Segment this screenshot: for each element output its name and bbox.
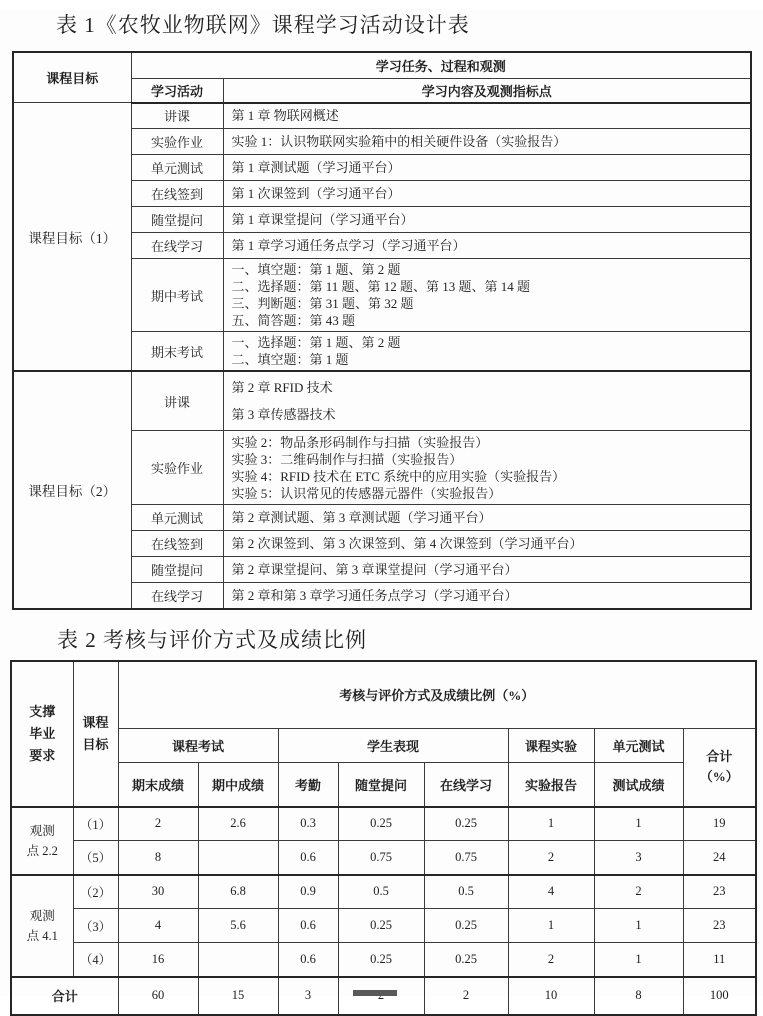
t2-col-midterm: 期中成绩: [198, 763, 278, 807]
t2-col-attendance: 考勤: [278, 763, 338, 807]
value-cell: 0.25: [338, 807, 424, 841]
support-point-cell: [11, 875, 73, 977]
t1-goal2-cell: 课程目标（2）: [13, 371, 131, 609]
t2-group-unittest: 单元测试: [594, 729, 683, 763]
content-line: 实验 5：认识常见的传感器元器件（实验报告）: [231, 485, 502, 501]
content-line: 第 2 次课签到、第 3 次课签到、第 4 次课签到（学习通平台）: [231, 536, 583, 551]
value-cell: 2: [594, 875, 683, 909]
header-line: （%）: [699, 769, 739, 785]
t2-col-final: 期末成绩: [118, 763, 198, 807]
table-row: [13, 103, 751, 129]
table-row: [11, 943, 756, 977]
table1-title: 表 1《农牧业物联网》课程学习活动设计表: [56, 13, 470, 37]
header-line: 合计: [706, 749, 733, 765]
content-line: 第 2 章 RFID 技术: [231, 380, 333, 395]
t1-header-content: 学习内容及观测指标点: [223, 78, 751, 103]
t1-header-activity: 学习活动: [131, 78, 223, 103]
goal-cell: （5）: [73, 841, 118, 875]
total-label-cell: 合计: [11, 977, 118, 1015]
value-cell: 10: [508, 977, 594, 1015]
value-cell: 0.25: [338, 943, 424, 977]
support-line: 点 4.1: [26, 928, 58, 943]
activity-cell: 讲课: [131, 371, 223, 431]
content-line: 实验 2：物品条形码制作与扫描（实验报告）: [231, 434, 489, 450]
value-cell: 60: [118, 977, 198, 1015]
value-cell: 0.75: [338, 841, 424, 875]
activity-cell: 单元测试: [131, 505, 223, 531]
value-cell: 2: [508, 841, 594, 875]
goal-cell: （1）: [73, 807, 118, 841]
t2-col-labreport: 实验报告: [508, 763, 594, 807]
content-cell: [223, 431, 751, 505]
t2-header-support: [11, 661, 73, 807]
content-line: 第 1 章课堂提问（学习通平台）: [231, 212, 414, 227]
value-cell: 0.25: [424, 943, 508, 977]
value-cell: 0.6: [278, 909, 338, 943]
content-line: 第 1 章测试题（学习通平台）: [231, 160, 401, 175]
activity-cell: 实验作业: [131, 129, 223, 155]
value-cell: 0.25: [338, 909, 424, 943]
t2-header-goal: [73, 661, 118, 807]
value-cell: 0.25: [424, 807, 508, 841]
goal-cell: （4）: [73, 943, 118, 977]
value-cell: 1: [594, 943, 683, 977]
value-cell: [198, 943, 278, 977]
t2-group-exam: 课程考试: [118, 729, 278, 763]
activity-cell: 随堂提问: [131, 557, 223, 583]
value-cell: 3: [278, 977, 338, 1015]
value-cell: 11: [683, 943, 756, 977]
t1-header-goal: 课程目标: [13, 52, 131, 103]
value-cell: 0.6: [278, 943, 338, 977]
content-cell: [223, 207, 751, 233]
t1-goal1-cell: 课程目标（1）: [13, 103, 131, 372]
activity-cell: 期末考试: [131, 332, 223, 372]
value-cell: 100: [683, 977, 756, 1015]
content-cell: [223, 531, 751, 557]
content-line: 三、判断题：第 31 题、第 32 题: [231, 296, 414, 311]
activity-cell: 期中考试: [131, 259, 223, 332]
scanned-document-page: [0, 9, 763, 1004]
t1-header-top: 学习任务、过程和观测: [131, 52, 751, 78]
value-cell: 2: [508, 943, 594, 977]
support-line: 观测: [29, 908, 55, 923]
table2-title: 表 2 考核与评价方式及成绩比例: [57, 627, 367, 652]
content-line: 第 1 章 物联网概述: [231, 108, 339, 124]
value-cell: 0.6: [278, 841, 338, 875]
value-cell: 19: [683, 807, 756, 841]
content-cell: [223, 557, 751, 583]
value-cell: 2.6: [198, 807, 278, 841]
value-cell: 1: [508, 807, 594, 841]
value-cell: 8: [118, 841, 198, 875]
activity-cell: 在线签到: [131, 181, 223, 207]
table-row: [11, 909, 756, 943]
content-cell: [223, 129, 751, 155]
activity-cell: 在线学习: [131, 583, 223, 609]
value-cell: 30: [118, 875, 198, 909]
content-cell: [223, 505, 751, 531]
value-cell: 6.8: [198, 875, 278, 909]
value-cell: 0.75: [424, 841, 508, 875]
value-cell: 5.6: [198, 909, 278, 943]
header-line: 目标: [82, 736, 109, 752]
table-row: [11, 841, 756, 875]
scan-artifact-mark: [353, 990, 397, 996]
value-cell: [198, 841, 278, 875]
content-cell: [223, 181, 751, 207]
table-row: [11, 807, 756, 841]
support-point-cell: [11, 807, 73, 875]
value-cell: 23: [683, 909, 756, 943]
value-cell: 15: [198, 977, 278, 1015]
content-line: 一、选择题：第 1 题、第 2 题: [231, 335, 401, 350]
learning-activity-table: [12, 51, 752, 610]
activity-cell: 随堂提问: [131, 207, 223, 233]
activity-cell: 在线学习: [131, 233, 223, 259]
content-cell: [223, 332, 751, 372]
content-cell: [223, 583, 751, 609]
content-cell: [223, 233, 751, 259]
content-line: 二、填空题：第 1 题: [231, 352, 349, 367]
value-cell: 4: [508, 875, 594, 909]
activity-cell: 单元测试: [131, 155, 223, 181]
table-row: [13, 371, 751, 431]
value-cell: 0.9: [278, 875, 338, 909]
value-cell: 8: [594, 977, 683, 1015]
content-cell: [223, 155, 751, 181]
activity-cell: 在线签到: [131, 531, 223, 557]
value-cell: 1: [508, 909, 594, 943]
content-line: 第 2 章和第 3 章学习通任务点学习（学习通平台）: [231, 587, 518, 603]
t2-header-top: 考核与评价方式及成绩比例（%）: [118, 661, 756, 729]
content-cell: [223, 371, 751, 431]
activity-cell: 实验作业: [131, 431, 223, 505]
value-cell: 1: [594, 807, 683, 841]
value-cell: 23: [683, 875, 756, 909]
t2-group-performance: 学生表现: [278, 729, 508, 763]
content-cell: [223, 103, 751, 129]
content-line: 二、选择题：第 11 题、第 12 题、第 13 题、第 14 题: [231, 279, 531, 294]
value-cell: 2: [424, 977, 508, 1015]
table-row: [11, 875, 756, 909]
content-line: 第 2 章测试题、第 3 章测试题（学习通平台）: [231, 510, 492, 525]
header-line: 毕业: [29, 725, 56, 741]
assessment-table: [10, 660, 757, 1016]
goal-cell: （2）: [73, 875, 118, 909]
content-line: 一、填空题：第 1 题、第 2 题: [231, 262, 401, 277]
content-line: 五、简答题：第 43 题: [231, 313, 356, 328]
t2-group-experiment: 课程实验: [508, 729, 594, 763]
content-cell: [223, 259, 751, 332]
header-line: 课程: [82, 714, 109, 730]
value-cell: 0.25: [424, 909, 508, 943]
header-line: 支撑: [29, 703, 56, 719]
value-cell: 1: [594, 909, 683, 943]
t2-col-online: 在线学习: [424, 763, 508, 807]
value-cell: 0.3: [278, 807, 338, 841]
goal-cell: （3）: [73, 909, 118, 943]
content-line: 第 1 次课签到（学习通平台）: [231, 186, 401, 201]
content-line: 第 2 章课堂提问、第 3 章课堂提问（学习通平台）: [231, 562, 518, 577]
support-line: 点 2.2: [26, 843, 58, 858]
support-line: 观测: [29, 823, 55, 838]
activity-cell: 讲课: [131, 103, 223, 129]
value-cell: 0.5: [424, 875, 508, 909]
t2-col-testscore: 测试成绩: [594, 763, 683, 807]
value-cell: 24: [683, 841, 756, 875]
value-cell: 16: [118, 943, 198, 977]
content-line: 实验 4：RFID 技术在 ETC 系统中的应用实验（实验报告）: [231, 468, 566, 484]
value-cell: 0.5: [338, 875, 424, 909]
t2-header-total: [683, 729, 756, 807]
value-cell: 3: [594, 841, 683, 875]
value-cell: 4: [118, 909, 198, 943]
content-line: 第 1 章学习通任务点学习（学习通平台）: [231, 238, 466, 253]
content-line: 实验 3：二维码制作与扫描（实验报告）: [231, 451, 463, 467]
value-cell: 2: [118, 807, 198, 841]
t2-col-questions: 随堂提问: [338, 763, 424, 807]
content-line: 实验 1：认识物联网实验箱中的相关硬件设备（实验报告）: [231, 134, 567, 149]
content-line: 第 3 章传感器技术: [231, 407, 336, 422]
header-line: 要求: [29, 747, 56, 763]
